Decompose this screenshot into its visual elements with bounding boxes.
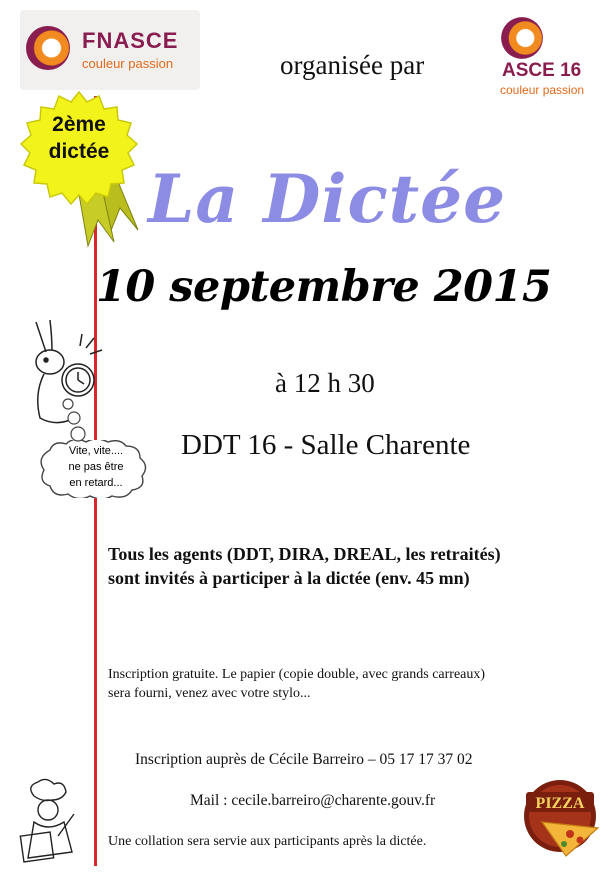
invitation-line-1: Tous les agents (DDT, DIRA, DREAL, les retraités) [108, 544, 501, 564]
event-time: à 12 h 30 [275, 368, 375, 398]
contact-line: Inscription auprès de Cécile Barreiro – 05 17 17 37 02 [135, 751, 473, 768]
registration-info-line-1: Inscription gratuite. Le papier (copie double, avec grands carreaux) [108, 667, 486, 682]
badge-text [38, 111, 120, 165]
invitation-text [108, 542, 598, 590]
bubble-tail-icon [60, 396, 86, 442]
invitation-line-2: sont invités à participer à la dictée (env. 45 mn) [108, 568, 470, 588]
asce-name: ASCE 16 [502, 60, 582, 81]
bubble-line-3: en retard... [69, 477, 123, 489]
event-date: 10 septembre 2015 [96, 262, 552, 312]
chef-illustration-icon [14, 778, 92, 866]
bubble-text [48, 443, 144, 491]
fnasce-ring-icon [26, 26, 70, 70]
badge-line-1: 2ème [52, 113, 106, 136]
mail-line: Mail : cecile.barreiro@charente.gouv.fr [190, 792, 436, 809]
bubble-line-1: Vite, vite.... [68, 445, 124, 457]
event-title: La Dictée [148, 160, 507, 238]
asce-ring-icon [501, 17, 543, 59]
badge-line-2: dictée [48, 140, 110, 163]
asce-tagline: couleur passion [500, 83, 585, 97]
organised-by-text: organisée par [280, 50, 425, 80]
pizza-icon [520, 770, 602, 862]
asce-logo [492, 12, 602, 98]
event-place: DDT 16 - Salle Charente [181, 429, 471, 461]
fnasce-logo [20, 10, 200, 90]
fnasce-tagline: couleur passion [82, 56, 174, 71]
collation-line: Une collation sera servie aux participants après la dictée. [108, 834, 427, 849]
registration-info-line-2: sera fourni, venez avec votre stylo... [108, 686, 311, 701]
bubble-line-2: ne pas être [68, 461, 124, 473]
registration-info [108, 665, 588, 703]
pizza-label: PIZZA [535, 795, 585, 812]
fnasce-name: FNASCE [82, 28, 179, 53]
